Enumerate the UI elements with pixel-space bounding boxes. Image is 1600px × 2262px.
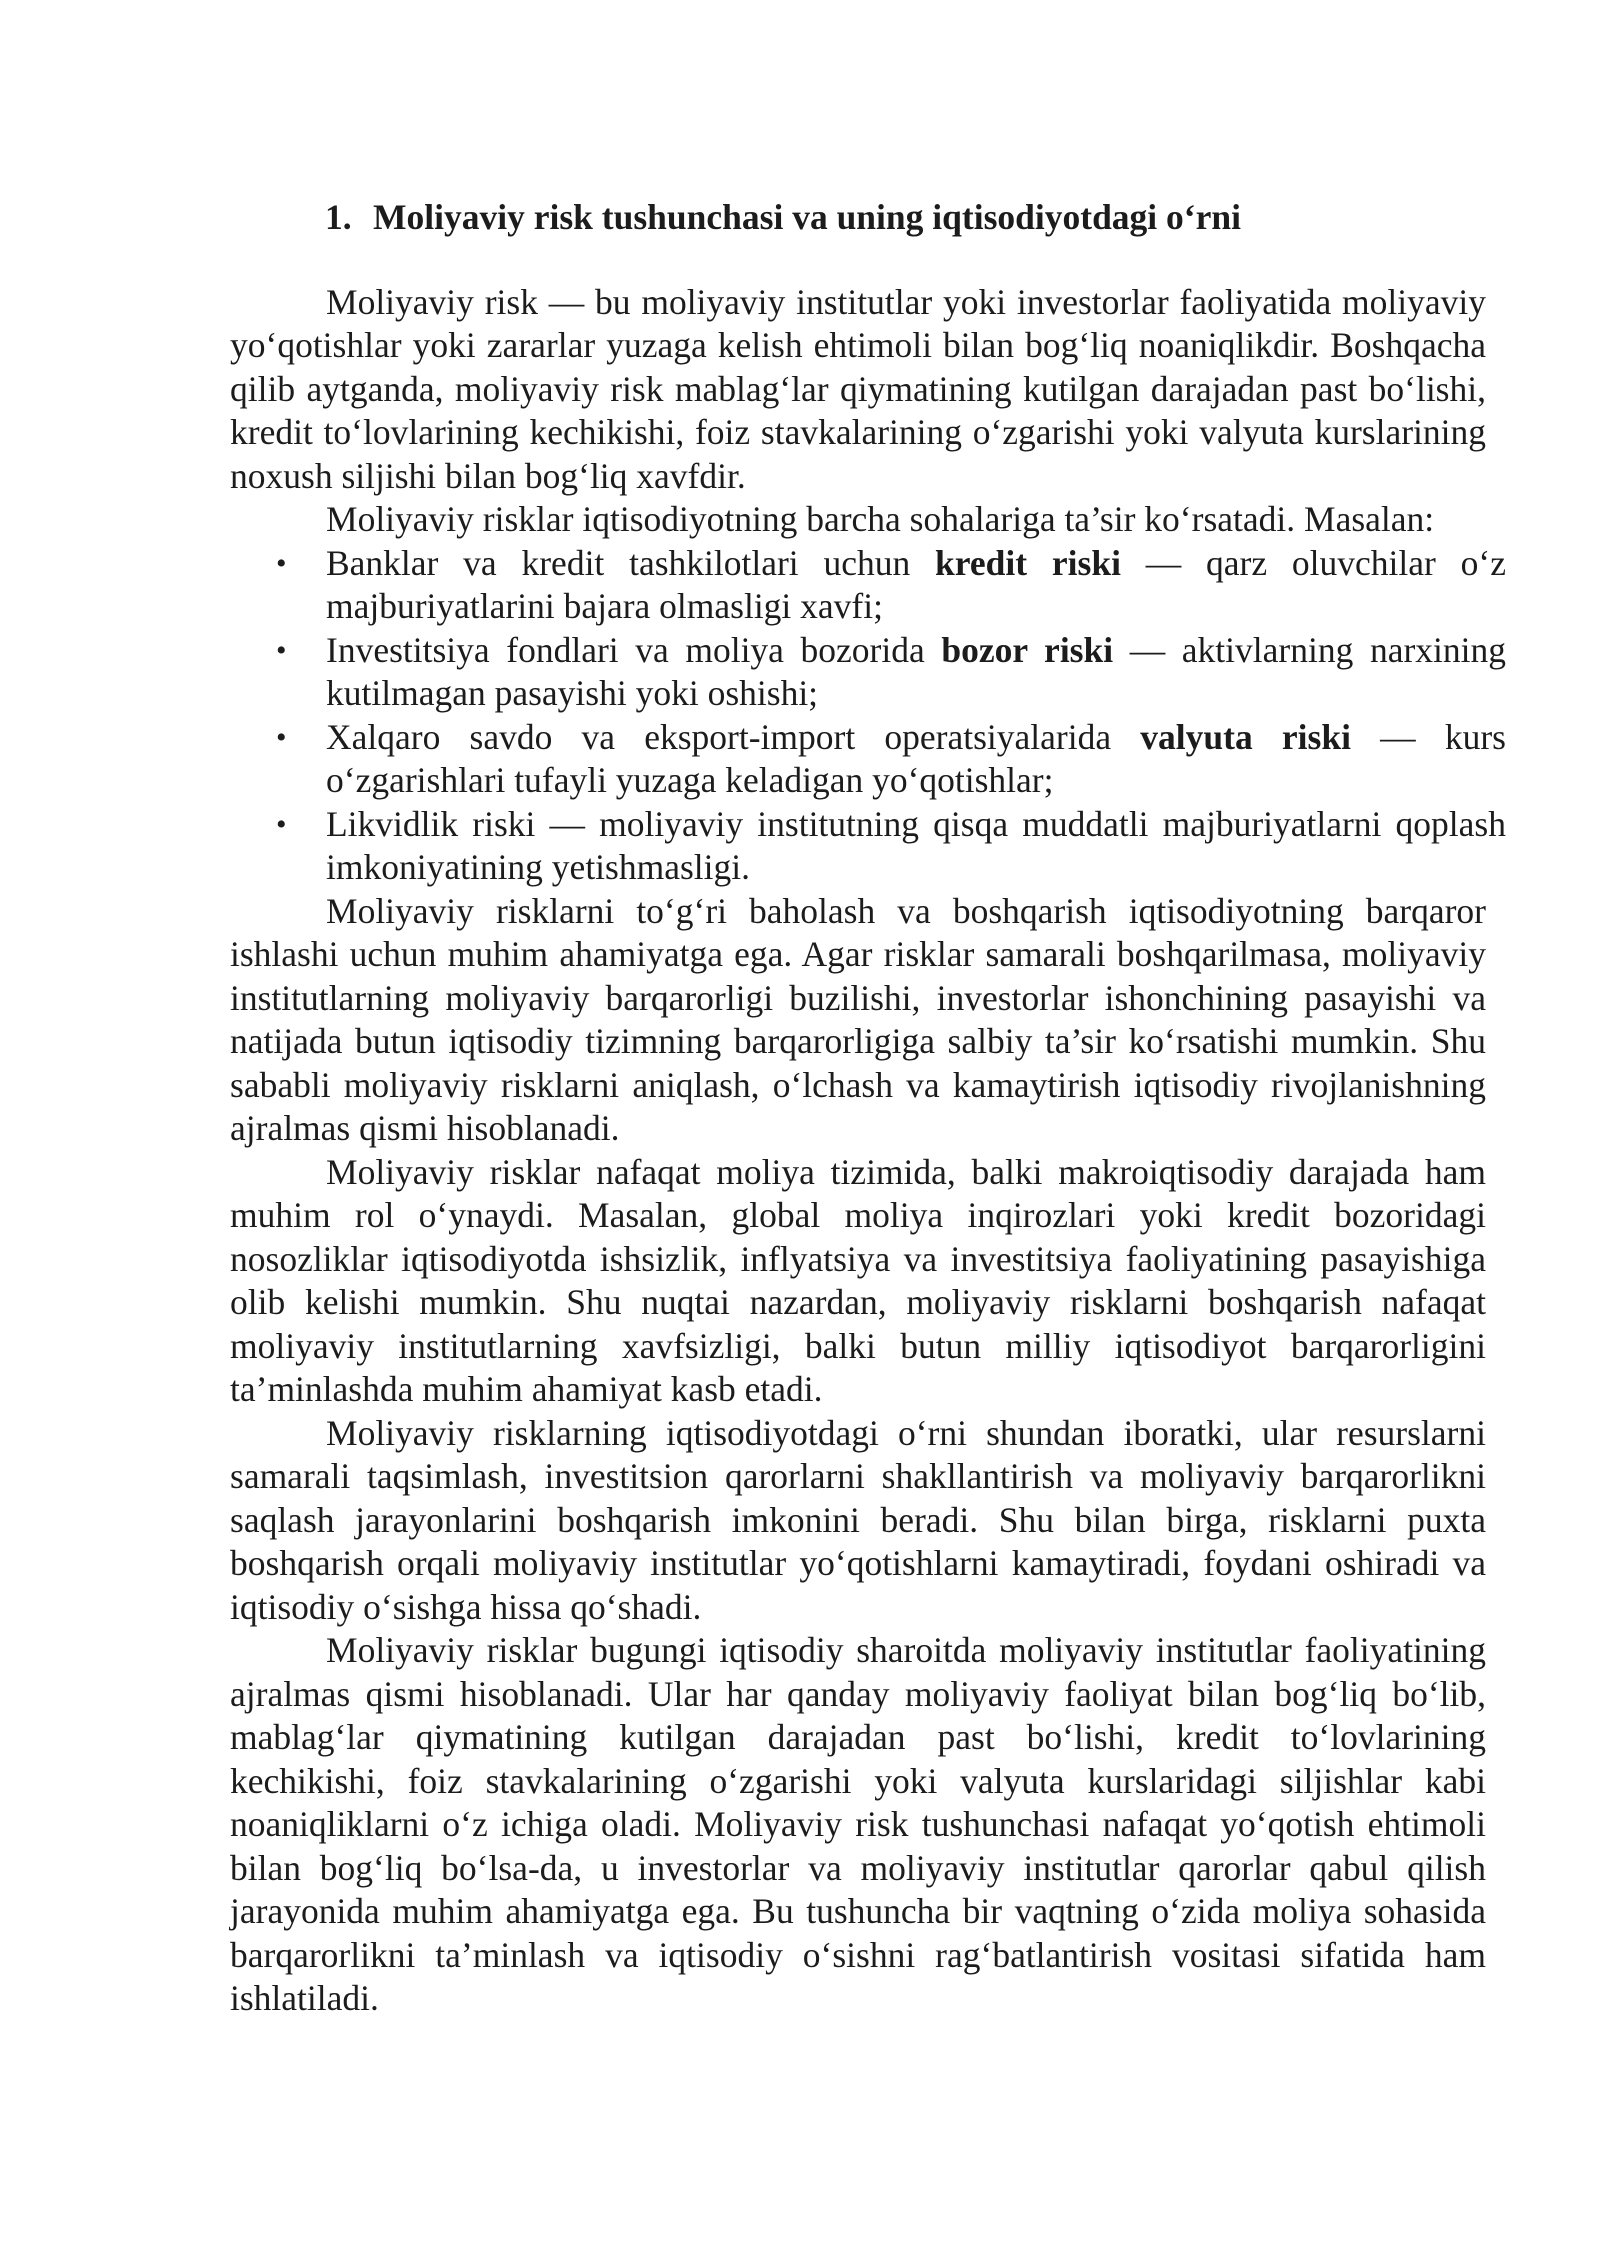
paragraph-definition: Moliyaviy risk — bu moliyaviy institutlar yoki investorlar faoliyatida moliyaviy yo‘qotishlar yoki zararlar yuzaga kelish ehtimoli bilan bog‘liq noaniqlikdir. Boshqacha qilib aytganda, moliyaviy risk mablag‘lar qiymatining kutilgan darajadan past bo‘lishi, kredit to‘lovlarining kechikishi, foiz stavkalarining o‘zgarishi yoki valyuta kurslarining noxush siljishi bilan bog‘liq xavfdir. bbox=[230, 281, 1486, 496]
list-item-currency-risk bbox=[230, 716, 1506, 803]
document-body bbox=[230, 196, 1506, 2021]
list-item-text: Xalqaro savdo va eksport-import operatsiyalarida bbox=[326, 716, 1141, 757]
list-item-text: — aktivlarning narxining kutilmagan pasayishi yoki oshishi; bbox=[326, 629, 1506, 713]
list-item-term: valyuta riski bbox=[1140, 716, 1351, 757]
section-heading bbox=[230, 196, 1486, 240]
bullet-marker: • bbox=[276, 720, 287, 754]
list-item-credit-risk bbox=[230, 542, 1506, 629]
paragraph-macro-role: Moliyaviy risklar nafaqat moliya tizimida, balki makroiqtisodiy darajada ham muhim rol o‘ynaydi. Masalan, global moliya inqirozlari yoki kredit bozoridagi nosozliklar iqtisodiyotda ishsizlik, inflyatsiya va investitsiya faoliyatining pasayishiga olib kelishi mumkin. Shu nuqtai nazardan, moliyaviy risklarni boshqarish nafaqat moliyaviy institutlarning xavfsizligi, balki butun milliy iqtisodiyot barqarorligini ta’minlashda muhim ahamiyat kasb etadi. bbox=[230, 1151, 1486, 1409]
paragraph-conclusion: Moliyaviy risklar bugungi iqtisodiy sharoitda moliyaviy institutlar faoliyatining ajralmas qismi hisoblanadi. Ular har qanday moliyaviy faoliyat bilan bog‘liq bo‘lib, mablag‘lar qiymatining kutilgan darajadan past bo‘lishi, kredit to‘lovlarining kechikishi, foiz stavkalarining o‘zgarishi yoki valyuta kurslaridagi siljishlar kabi noaniqliklarni o‘z ichiga oladi. Moliyaviy risk tushunchasi nafaqat yo‘qotish ehtimoli bilan bog‘liq bo‘lsa-da, u investorlar va moliyaviy institutlar qarorlar qabul qilish jarayonida muhim ahamiyatga ega. Bu tushuncha bir vaqtning o‘zida moliya sohasida barqarorlikni ta’minlash va iqtisodiy o‘sishni rag‘batlantirish vositasi sifatida ham ishlatiladi. bbox=[230, 1630, 1486, 2018]
list-item-text: Investitsiya fondlari va moliya bozorida bbox=[326, 629, 942, 670]
bullet-marker: • bbox=[276, 546, 287, 580]
list-item-liquidity-risk bbox=[230, 803, 1506, 890]
list-item-text: Banklar va kredit tashkilotlari uchun bbox=[326, 542, 936, 583]
list-item-text: Likvidlik riski — moliyaviy institutning qisqa muddatli majburiyatlarni qoplash imkoniyatining yetishmasligi. bbox=[326, 803, 1506, 887]
bullet-marker: • bbox=[276, 633, 287, 667]
section-number: 1. bbox=[325, 197, 352, 237]
bullet-marker: • bbox=[276, 807, 287, 841]
list-item-market-risk bbox=[230, 629, 1506, 716]
section-title: Moliyaviy risk tushunchasi va uning iqtisodiyotdagi o‘rni bbox=[373, 197, 1241, 237]
list-item-text: — qarz oluvchilar o‘z majburiyatlarini bajara olmasligi xavfi; bbox=[326, 542, 1506, 626]
paragraph-assessment: Moliyaviy risklarni to‘g‘ri baholash va boshqarish iqtisodiyotning barqaror ishlashi uchun muhim ahamiyatga ega. Agar risklar samarali boshqarilmasa, moliyaviy institutlarning moliyaviy barqarorligi buzilishi, investorlar ishonchining pasayishi va natijada butun iqtisodiy tizimning barqarorligiga salbiy ta’sir ko‘rsatishi mumkin. Shu sababli moliyaviy risklarni aniqlash, o‘lchash va kamaytirish iqtisodiy rivojlanishning ajralmas qismi hisoblanadi. bbox=[230, 890, 1486, 1148]
paragraph-examples-intro: Moliyaviy risklar iqtisodiyotning barcha sohalariga ta’sir ko‘rsatadi. Masalan: bbox=[326, 499, 1435, 539]
list-item-term: bozor riski bbox=[941, 629, 1114, 670]
paragraph-economic-role: Moliyaviy risklarning iqtisodiyotdagi o‘rni shundan iboratki, ular resurslarni samarali taqsimlash, investitsion qarorlarni shakllantirish va moliyaviy barqarorlikni saqlash jarayonlarini boshqarish imkonini beradi. Shu bilan birga, risklarni puxta boshqarish orqali moliyaviy institutlar yo‘qotishlarni kamaytiradi, foydani oshiradi va iqtisodiy o‘sishga hissa qo‘shadi. bbox=[230, 1412, 1486, 1627]
risk-types-list bbox=[230, 542, 1506, 890]
list-item-term: kredit riski bbox=[935, 542, 1121, 583]
list-item-text: — kurs o‘zgarishlari tufayli yuzaga keladigan yo‘qotishlar; bbox=[326, 716, 1506, 800]
